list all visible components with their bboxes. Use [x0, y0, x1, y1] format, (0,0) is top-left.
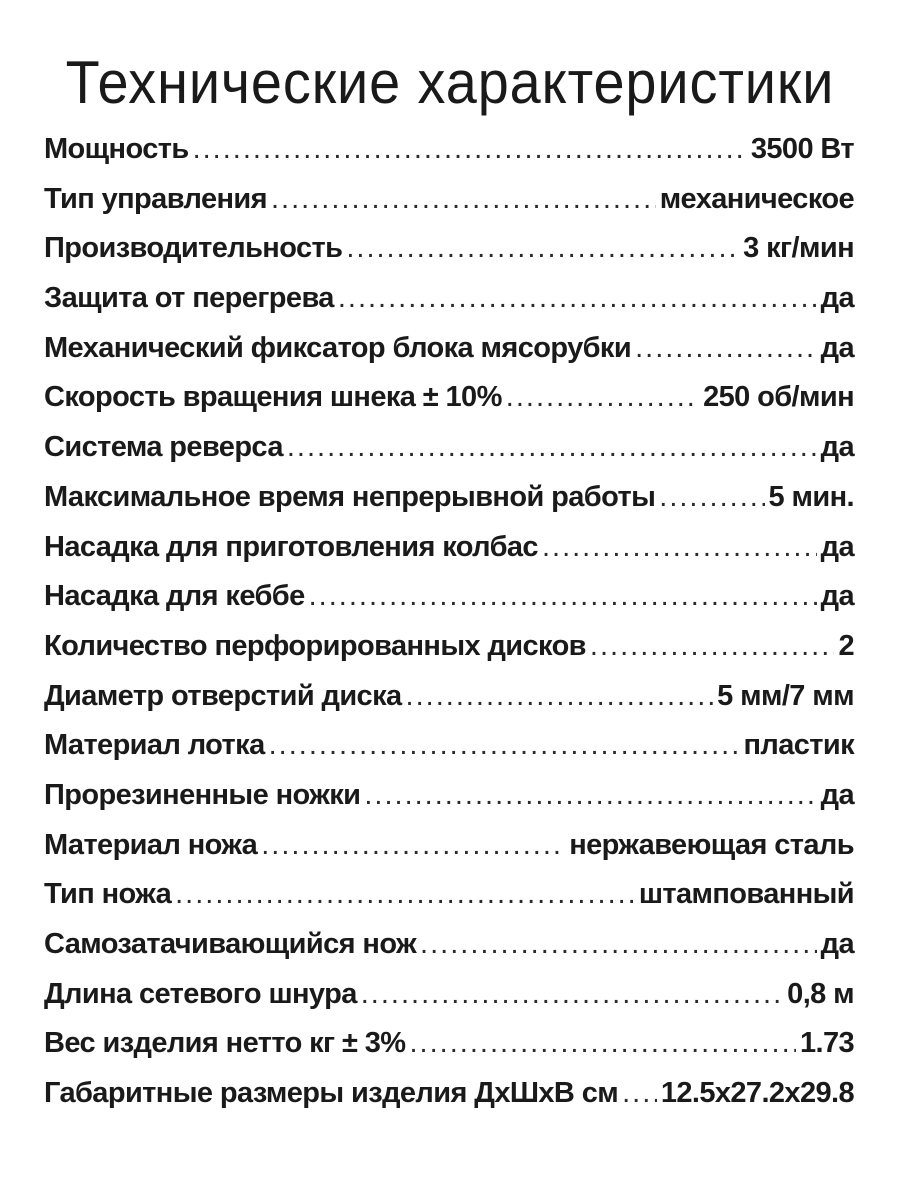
spec-row [44, 381, 854, 431]
spec-label: Производительность [44, 232, 343, 265]
spec-value: да [820, 530, 854, 563]
spec-value: механическое [659, 182, 854, 215]
dot-leader [659, 481, 764, 514]
spec-value: 3 кг/мин [743, 232, 854, 265]
dot-leader [346, 232, 739, 265]
spec-value: 3500 Вт [750, 133, 854, 165]
spec-label: Система реверса [44, 431, 283, 464]
spec-row [44, 133, 854, 183]
spec-row [44, 680, 854, 730]
spec-value: да [820, 580, 854, 613]
spec-label: Тип управления [44, 182, 267, 215]
spec-row [44, 1077, 854, 1127]
dot-leader [338, 282, 817, 315]
spec-row [44, 282, 854, 332]
spec-row [44, 978, 854, 1028]
spec-row [44, 729, 854, 779]
dot-leader [635, 332, 817, 365]
dot-leader [364, 779, 816, 812]
dot-leader [287, 431, 817, 464]
dot-leader [542, 531, 817, 564]
spec-label: Количество перфорированных дисков [44, 629, 586, 662]
spec-label: Диаметр отверстий диска [44, 679, 402, 712]
spec-value: пластик [743, 729, 854, 762]
spec-value: да [820, 928, 854, 960]
spec-value: да [820, 778, 854, 811]
spec-value: 5 мм/7 мм [717, 679, 854, 712]
spec-value: 250 об/мин [703, 381, 854, 414]
spec-row [44, 431, 854, 481]
spec-label: Вес изделия нетто кг ± 3% [44, 1027, 406, 1060]
dot-leader [271, 183, 656, 216]
spec-label: Длина сетевого шнура [44, 977, 357, 1010]
dot-leader [590, 630, 835, 663]
page-title: Технические характеристики [65, 49, 835, 116]
spec-value: нержавеющая сталь [569, 828, 854, 861]
dot-leader [622, 1077, 657, 1110]
spec-row [44, 779, 854, 829]
spec-value: 1.73 [799, 1027, 854, 1060]
dot-leader [506, 381, 699, 414]
spec-value: 2 [838, 629, 854, 662]
spec-label: Насадка для кеббе [44, 580, 305, 613]
spec-row [44, 531, 854, 581]
spec-value: да [820, 431, 854, 464]
spec-list [44, 133, 854, 1127]
spec-label: Прорезиненные ножки [44, 778, 361, 811]
spec-value: да [820, 282, 854, 315]
spec-label: Максимальное время непрерывной работы [44, 480, 656, 513]
spec-row [44, 481, 854, 531]
spec-label: Скорость вращения шнека ± 10% [44, 381, 502, 414]
spec-row [44, 332, 854, 382]
spec-row [44, 580, 854, 630]
spec-label: Мощность [44, 133, 189, 165]
spec-row [44, 878, 854, 928]
spec-label: Габаритные размеры изделия ДхШхВ см [44, 1077, 619, 1110]
dot-leader [361, 978, 783, 1011]
spec-row [44, 232, 854, 282]
spec-label: Материал лотка [44, 729, 265, 762]
spec-value: штампованный [638, 878, 854, 911]
dot-leader [309, 580, 817, 613]
spec-value: 5 мин. [768, 480, 854, 513]
spec-row [44, 630, 854, 680]
spec-label: Механический фиксатор блока мясорубки [44, 331, 632, 364]
spec-value: 0,8 м [787, 977, 854, 1010]
spec-label: Самозатачивающийся нож [44, 928, 417, 960]
spec-row [44, 928, 854, 978]
spec-label: Тип ножа [44, 878, 172, 911]
spec-row [44, 829, 854, 879]
spec-value: да [820, 331, 854, 364]
spec-label: Насадка для приготовления колбас [44, 530, 538, 563]
dot-leader [261, 829, 565, 862]
spec-row [44, 1027, 854, 1077]
spec-label: Материал ножа [44, 828, 258, 861]
dot-leader [269, 729, 740, 762]
dot-leader [420, 928, 817, 961]
dot-leader [406, 680, 714, 713]
dot-leader [175, 878, 635, 911]
spec-value: 12.5x27.2x29.8 [660, 1077, 854, 1110]
spec-label: Защита от перегрева [44, 282, 334, 315]
dot-leader [193, 133, 747, 166]
spec-row [44, 183, 854, 233]
dot-leader [409, 1027, 795, 1060]
